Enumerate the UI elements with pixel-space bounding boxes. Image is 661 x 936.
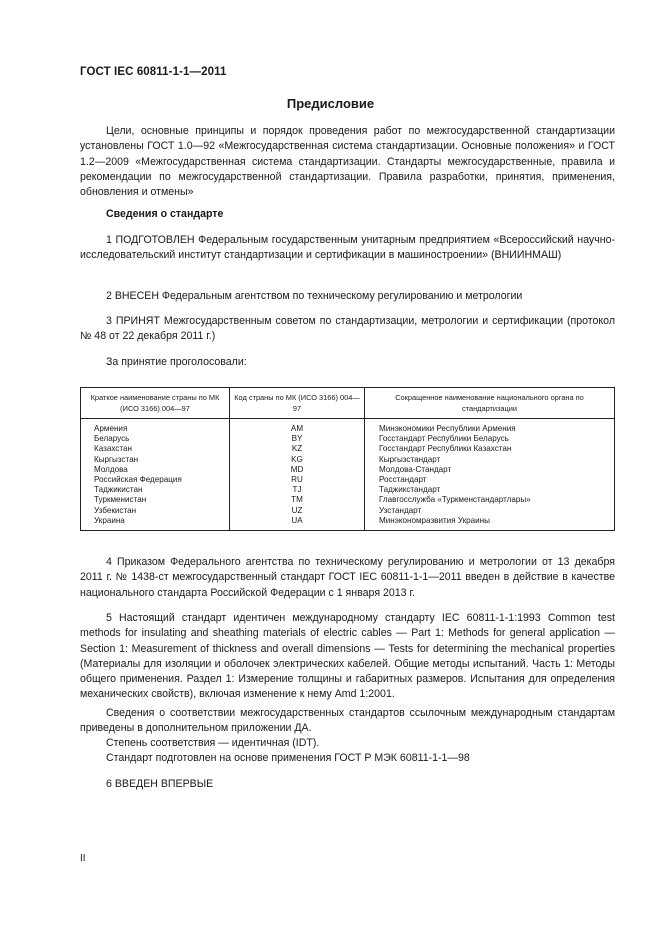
code-cell: BY xyxy=(230,434,365,444)
item-6: 6 ВВЕДЕН ВПЕРВЫЕ xyxy=(106,778,214,790)
country-cell: Украина xyxy=(81,516,230,531)
document-header: ГОСТ IEC 60811-1-1—2011 xyxy=(80,66,227,78)
organ-cell: Минэкономразвития Украины xyxy=(365,516,615,531)
organ-cell: Минэкономики Республики Армения xyxy=(365,419,615,435)
section-title: Предисловие xyxy=(286,96,375,111)
table-row xyxy=(81,455,615,465)
item-5-degree: Степень соответствия — идентичная (IDT). xyxy=(106,737,320,749)
country-cell: Российская Федерация xyxy=(81,475,230,485)
info-heading: Сведения о стандарте xyxy=(106,208,224,220)
code-cell: UA xyxy=(230,516,365,531)
table-row xyxy=(81,434,615,444)
country-cell: Казахстан xyxy=(81,444,230,454)
table-row xyxy=(81,516,615,531)
table-header-organ: Сокращенное наименование национального органа по стандартизации xyxy=(365,388,615,419)
item-3: 3 ПРИНЯТ Межгосударственным советом по стандартизации, метрологии и сертификации (протокол № 48 от 22 декабря 2011 г.) xyxy=(80,315,615,343)
table-row xyxy=(81,444,615,454)
organ-cell: Кыргызстандарт xyxy=(365,455,615,465)
code-cell: KG xyxy=(230,455,365,465)
country-cell: Туркменистан xyxy=(81,495,230,505)
organ-cell: Госстандарт Республики Казахстан xyxy=(365,444,615,454)
table-row xyxy=(81,465,615,475)
code-cell: TJ xyxy=(230,485,365,495)
code-cell: TM xyxy=(230,495,365,505)
table-row xyxy=(81,495,615,505)
table-header-row xyxy=(81,388,615,419)
page-number: II xyxy=(80,853,86,864)
country-cell: Армения xyxy=(81,419,230,435)
organ-cell: Главгосслужба «Туркменстандартлары» xyxy=(365,495,615,505)
table-row xyxy=(81,485,615,495)
item-5: 5 Настоящий стандарт идентичен международному стандарту IEC 60811-1-1:1993 Common test methods for insulating and sheathing materials of electric cables — Part 1: Methods for general application — Section 1: Measurement of thickness and overall dimensions — Tests for determining the mechanical properties (Материалы для изоляции и оболочек электрических кабелей. Общие методы испытаний. Часть 1: Методы общего применения. Раздел 1: Измерение толщины и габаритных размеров. Испытания для определения механических свойств), включая изменение к нему Amd 1:2001. xyxy=(80,612,615,701)
table-row xyxy=(81,419,615,435)
organ-cell: Узстандарт xyxy=(365,506,615,516)
voted-label: За принятие проголосовали: xyxy=(106,356,247,368)
item-5-basis: Стандарт подготовлен на основе применения ГОСТ Р МЭК 60811-1-1—98 xyxy=(106,752,470,764)
item-2: 2 ВНЕСЕН Федеральным агентством по техническому регулированию и метрологии xyxy=(106,290,523,302)
country-cell: Беларусь xyxy=(81,434,230,444)
table-header-country: Краткое наименование страны по МК (ИСО 3166) 004—97 xyxy=(81,388,230,419)
item-5-note: Сведения о соответствии межгосударственных стандартов ссылочным международным стандартам приведены в дополнительном приложении ДА. xyxy=(80,707,615,735)
code-cell: KZ xyxy=(230,444,365,454)
country-cell: Кыргызстан xyxy=(81,455,230,465)
country-cell: Узбекистан xyxy=(81,506,230,516)
organ-cell: Росстандарт xyxy=(365,475,615,485)
table-row xyxy=(81,506,615,516)
intro-paragraph: Цели, основные принципы и порядок проведения работ по межгосударственной стандартизации установлены ГОСТ 1.0—92 «Межгосударственная система стандартизации. Основные положения» и ГОСТ 1.2—2009 «Межгосударственная система стандартизации. Стандарты межгосударственные, правила и рекомендации по межгосударственной стандартизации. Правила разработки, принятия, применения, обновления и отмены» xyxy=(80,125,615,199)
voting-table xyxy=(80,387,615,531)
organ-cell: Госстандарт Республики Беларусь xyxy=(365,434,615,444)
table-header-code: Код страны по МК (ИСО 3166) 004—97 xyxy=(230,388,365,419)
organ-cell: Таджикстандарт xyxy=(365,485,615,495)
organ-cell: Молдова-Стандарт xyxy=(365,465,615,475)
code-cell: MD xyxy=(230,465,365,475)
item-4: 4 Приказом Федерального агентства по техническому регулированию и метрологии от 13 декабря 2011 г. № 1438-ст межгосударственный стандарт ГОСТ IEC 60811-1-1—2011 введен в действие в качестве национального стандарта Российской Федерации с 1 января 2013 г. xyxy=(80,556,615,599)
code-cell: UZ xyxy=(230,506,365,516)
code-cell: AM xyxy=(230,419,365,435)
table-row xyxy=(81,475,615,485)
country-cell: Молдова xyxy=(81,465,230,475)
item-1: 1 ПОДГОТОВЛЕН Федеральным государственным унитарным предприятием «Всероссийский научно-исследовательский институт стандартизации и сертификации в машиностроении» (ВНИИНМАШ) xyxy=(80,234,615,262)
code-cell: RU xyxy=(230,475,365,485)
country-cell: Таджикистан xyxy=(81,485,230,495)
